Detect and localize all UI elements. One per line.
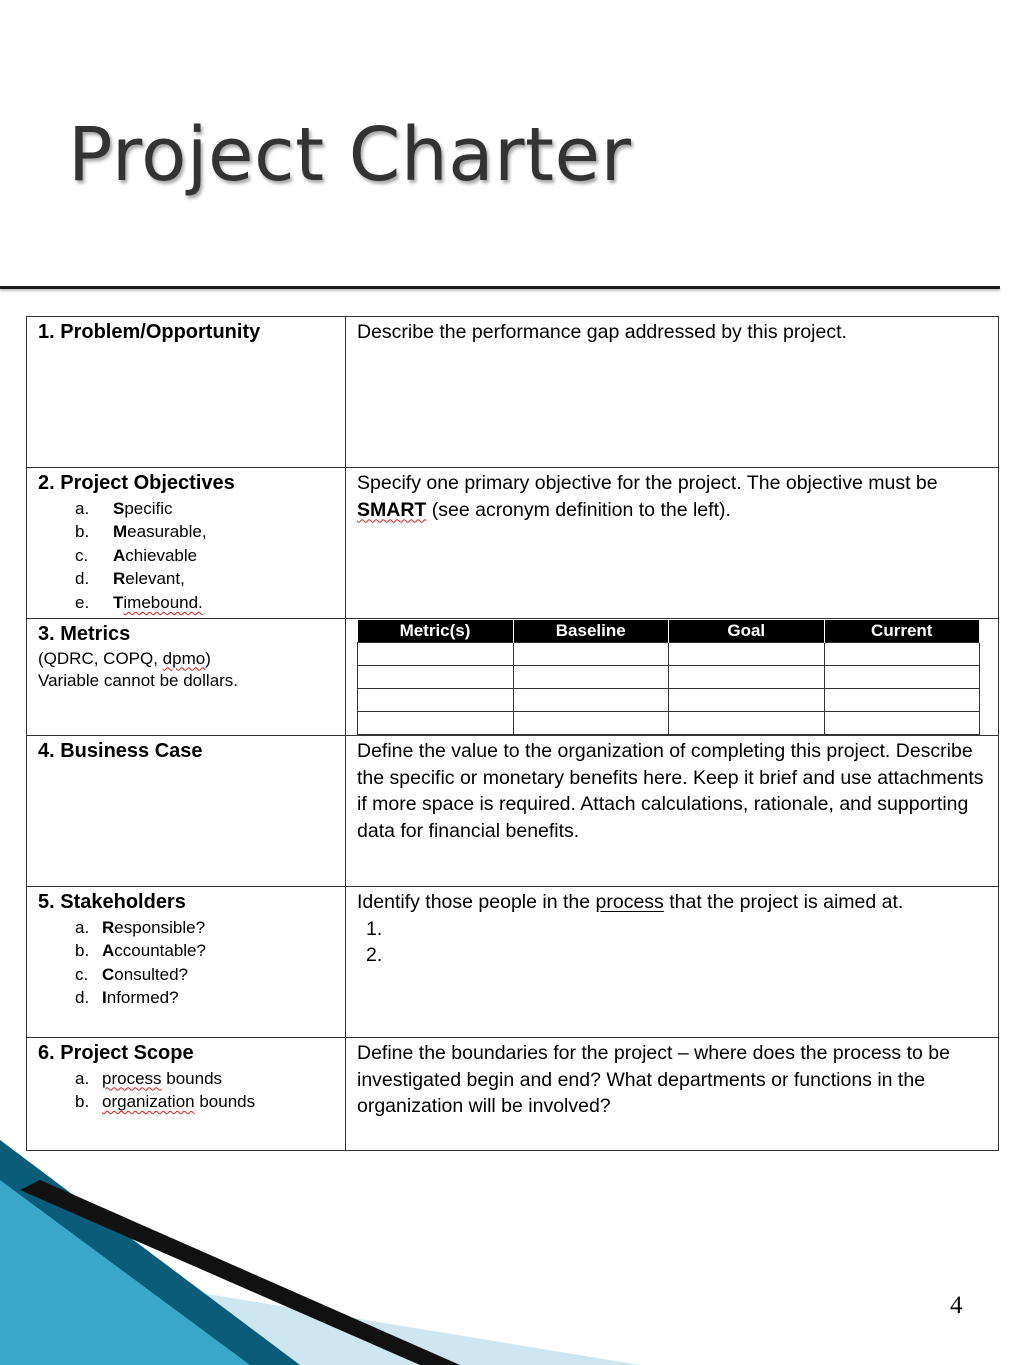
process-term: process bbox=[595, 891, 664, 913]
list-item: 1. bbox=[366, 917, 383, 940]
section-description: Define the boundaries for the project – where does the process to be investigated begin and end? What departments or functions in the organization will be involved? bbox=[357, 1042, 950, 1117]
list-item: b. Measurable, bbox=[75, 522, 207, 542]
metrics-cell bbox=[824, 712, 980, 735]
list-item: c. Consulted? bbox=[75, 964, 189, 984]
metrics-cell bbox=[513, 666, 669, 689]
title-divider bbox=[0, 286, 1000, 289]
metrics-cell bbox=[669, 666, 825, 689]
metrics-row bbox=[358, 643, 980, 666]
table-row bbox=[27, 736, 999, 887]
stakeholder-numbered-list bbox=[357, 916, 988, 969]
section-heading: 5. Stakeholders bbox=[38, 891, 186, 913]
metrics-row bbox=[358, 712, 980, 735]
metrics-cell bbox=[358, 643, 514, 666]
row-label-cell bbox=[27, 619, 346, 736]
table-row bbox=[27, 887, 999, 1038]
charter-table bbox=[26, 316, 999, 1151]
row-description-cell bbox=[346, 1038, 999, 1151]
row-description-cell bbox=[346, 468, 999, 619]
metrics-note-line2: Variable cannot be dollars. bbox=[38, 670, 239, 690]
list-item: a. process bounds bbox=[75, 1068, 223, 1088]
raci-list bbox=[38, 916, 335, 1010]
scope-list bbox=[38, 1067, 335, 1114]
list-item: 2. bbox=[366, 944, 383, 966]
metrics-cell bbox=[513, 712, 669, 735]
metrics-header-metric: Metric(s) bbox=[358, 620, 514, 643]
metrics-table bbox=[357, 620, 980, 735]
row-description-cell bbox=[346, 736, 999, 887]
metrics-cell bbox=[669, 643, 825, 666]
table-row bbox=[27, 468, 999, 619]
page-title: Project Charter bbox=[68, 112, 632, 198]
metrics-header-current: Current bbox=[824, 620, 980, 643]
table-row bbox=[27, 317, 999, 468]
list-item: d. Relevant, bbox=[75, 569, 185, 589]
metrics-row bbox=[358, 689, 980, 712]
row-label-cell bbox=[27, 736, 346, 887]
metrics-note: (QDRC, COPQ, dpmo) bbox=[38, 648, 211, 668]
section-heading: 2. Project Objectives bbox=[38, 472, 235, 494]
row-description-cell bbox=[346, 619, 999, 736]
metrics-cell bbox=[358, 689, 514, 712]
metrics-cell bbox=[358, 712, 514, 735]
section-description: Specify one primary objective for the project. The objective must be SMART (see acronym definition to the left). bbox=[357, 472, 938, 521]
metrics-header-baseline: Baseline bbox=[513, 620, 669, 643]
section-description: Define the value to the organization of completing this project. Describe the specific or monetary benefits here. Keep it brief and use attachments if more space is required. Attach calculations, rationale, and supporting data for financial benefits. bbox=[357, 740, 984, 842]
table-row bbox=[27, 619, 999, 736]
section-heading: 6. Project Scope bbox=[38, 1042, 194, 1064]
list-item: a. Responsible? bbox=[75, 917, 206, 937]
row-label-cell bbox=[27, 887, 346, 1038]
metrics-row bbox=[358, 666, 980, 689]
row-label-cell bbox=[27, 468, 346, 619]
section-heading: 4. Business Case bbox=[38, 740, 203, 762]
list-item: b. Accountable? bbox=[75, 941, 206, 961]
metrics-cell bbox=[513, 689, 669, 712]
section-heading: 3. Metrics bbox=[38, 623, 131, 645]
smart-term: SMART bbox=[357, 498, 427, 521]
metrics-cell bbox=[513, 643, 669, 666]
list-item: b. organization bounds bbox=[75, 1092, 256, 1112]
section-description: Describe the performance gap addressed by this project. bbox=[357, 321, 847, 343]
page-number: 4 bbox=[950, 1292, 963, 1319]
metrics-header-goal: Goal bbox=[669, 620, 825, 643]
smart-list bbox=[38, 497, 335, 615]
metrics-cell bbox=[824, 666, 980, 689]
metrics-cell bbox=[824, 643, 980, 666]
row-label-cell bbox=[27, 317, 346, 468]
row-description-cell bbox=[346, 317, 999, 468]
list-item: c. Achievable bbox=[75, 545, 198, 565]
section-heading: 1. Problem/Opportunity bbox=[38, 321, 261, 343]
metrics-cell bbox=[358, 666, 514, 689]
row-label-cell bbox=[27, 1038, 346, 1151]
metrics-cell bbox=[669, 712, 825, 735]
section-description: Identify those people in the process that the project is aimed at. bbox=[357, 891, 904, 913]
list-item: e. Timebound. bbox=[75, 592, 203, 612]
metrics-cell bbox=[669, 689, 825, 712]
list-item: d. Informed? bbox=[75, 988, 179, 1008]
table-row bbox=[27, 1038, 999, 1151]
corner-decoration bbox=[0, 1140, 640, 1365]
row-description-cell bbox=[346, 887, 999, 1038]
list-item: a. Specific bbox=[75, 498, 173, 518]
metrics-cell bbox=[824, 689, 980, 712]
